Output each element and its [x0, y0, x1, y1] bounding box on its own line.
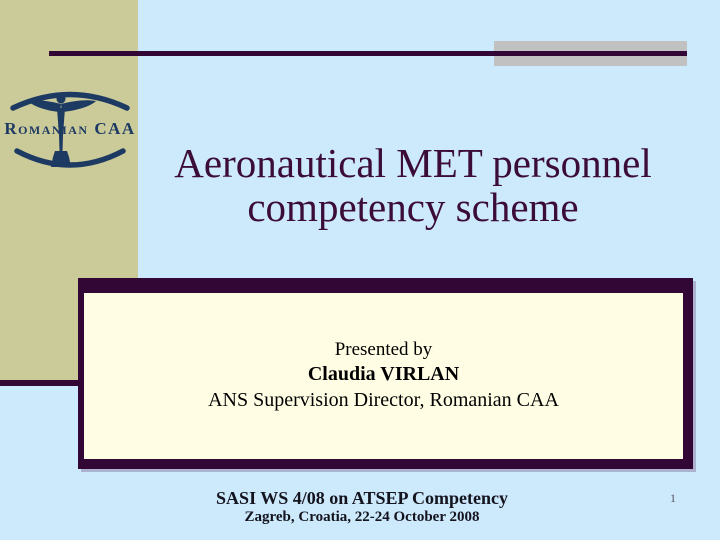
slide-title	[130, 141, 696, 229]
logo-text: Romanian CAA	[4, 119, 136, 138]
presented-by-label: Presented by	[334, 339, 433, 360]
romanian-caa-logo	[0, 80, 140, 180]
event-location-date: Zagreb, Croatia, 22-24 October 2008	[244, 509, 480, 525]
title-line-1: Aeronautical MET personnel	[174, 140, 652, 186]
title-line-2: competency scheme	[247, 184, 579, 230]
footer	[0, 488, 720, 526]
presenter-role: ANS Supervision Director, Romanian CAA	[208, 389, 559, 411]
slide-number: 1	[670, 491, 676, 505]
presenter-box	[78, 278, 693, 469]
event-name: SASI WS 4/08 on ATSEP Competency	[216, 488, 508, 508]
presenter-name: Claudia VIRLAN	[307, 363, 460, 385]
horizontal-rule	[49, 51, 687, 56]
